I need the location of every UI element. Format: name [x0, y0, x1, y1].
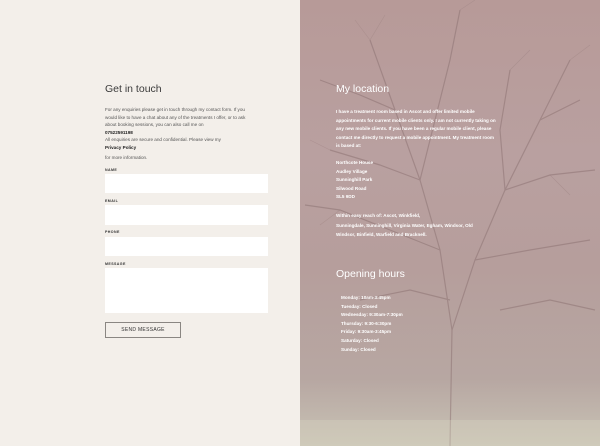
phone-number[interactable]: 07522591198: [105, 129, 133, 135]
email-input[interactable]: [105, 205, 268, 225]
privacy-policy-link[interactable]: Privacy Policy: [105, 144, 137, 150]
intro-line-1: For any enquiries please get in touch through my contact form. If you: [105, 107, 245, 112]
location-line-2: appointments for current mobile clients only. I am not currently taking on: [336, 117, 496, 123]
phone-label: PHONE: [105, 230, 120, 234]
address-line: Sunninghill Park: [336, 177, 373, 183]
hours-sunday: Sunday: Closed: [341, 346, 376, 352]
hours-monday: Monday: 10am-3:45pm: [341, 295, 391, 300]
address-line: SL5 9DD: [336, 194, 355, 200]
email-label: EMAIL: [105, 199, 119, 203]
location-line-3: any new mobile clients. If you have been a regular mobile client, please: [336, 126, 492, 132]
reach-line-2: Sunningdale, Sunninghill, Virginia Water, Egham, Windsor, Old: [336, 222, 473, 228]
address-line: Northcote House: [336, 160, 374, 165]
message-textarea[interactable]: [105, 268, 268, 313]
service-area: [336, 211, 511, 240]
hours-wednesday: Wednesday: 9:30am-7:30pm: [341, 312, 403, 318]
contact-heading: Get in touch: [105, 83, 162, 95]
hours-saturday: Saturday: Closed: [341, 337, 379, 343]
info-panel: [300, 0, 600, 446]
opening-hours-list: [341, 294, 491, 354]
intro-line-3: about booking sessions, you can also call me on: [105, 122, 204, 128]
location-description: [336, 108, 506, 151]
location-line-5: is based at:: [336, 143, 362, 149]
hours-tuesday: Tuesday: Closed: [341, 303, 378, 309]
location-line-1: I have a treatment room based in Ascot and offer limited mobile: [336, 109, 475, 114]
name-input[interactable]: [105, 174, 268, 193]
send-message-button[interactable]: SEND MESSAGE: [105, 322, 181, 338]
opening-hours-heading: Opening hours: [336, 268, 405, 280]
name-label: NAME: [105, 168, 118, 172]
address-block: [336, 159, 506, 202]
phone-input[interactable]: [105, 237, 268, 256]
message-label: MESSAGE: [105, 262, 126, 266]
reach-line-3: Windsor, Binfield, Warfield and Bracknell.: [336, 232, 427, 238]
location-line-4: contact me directly to request a mobile appointment. My treatment room: [336, 134, 495, 140]
contact-intro: [105, 106, 275, 161]
reach-line-1: Within easy reach of: Ascot, Winkfield,: [336, 213, 421, 218]
privacy-tail: for more information.: [105, 154, 148, 160]
hours-friday: Friday: 9:30am-3:45pm: [341, 329, 392, 335]
intro-line-2: would like to have a chat about any of the treatments I offer, or to ask: [105, 114, 246, 120]
hours-thursday: Thursday: 9:30-6:30pm: [341, 320, 392, 326]
secure-line: All enquiries are secure and confidential. Please view my: [105, 137, 221, 143]
location-heading: My location: [336, 83, 390, 95]
address-line: Audley Village: [336, 168, 368, 174]
address-line: Silwood Road: [336, 185, 367, 191]
